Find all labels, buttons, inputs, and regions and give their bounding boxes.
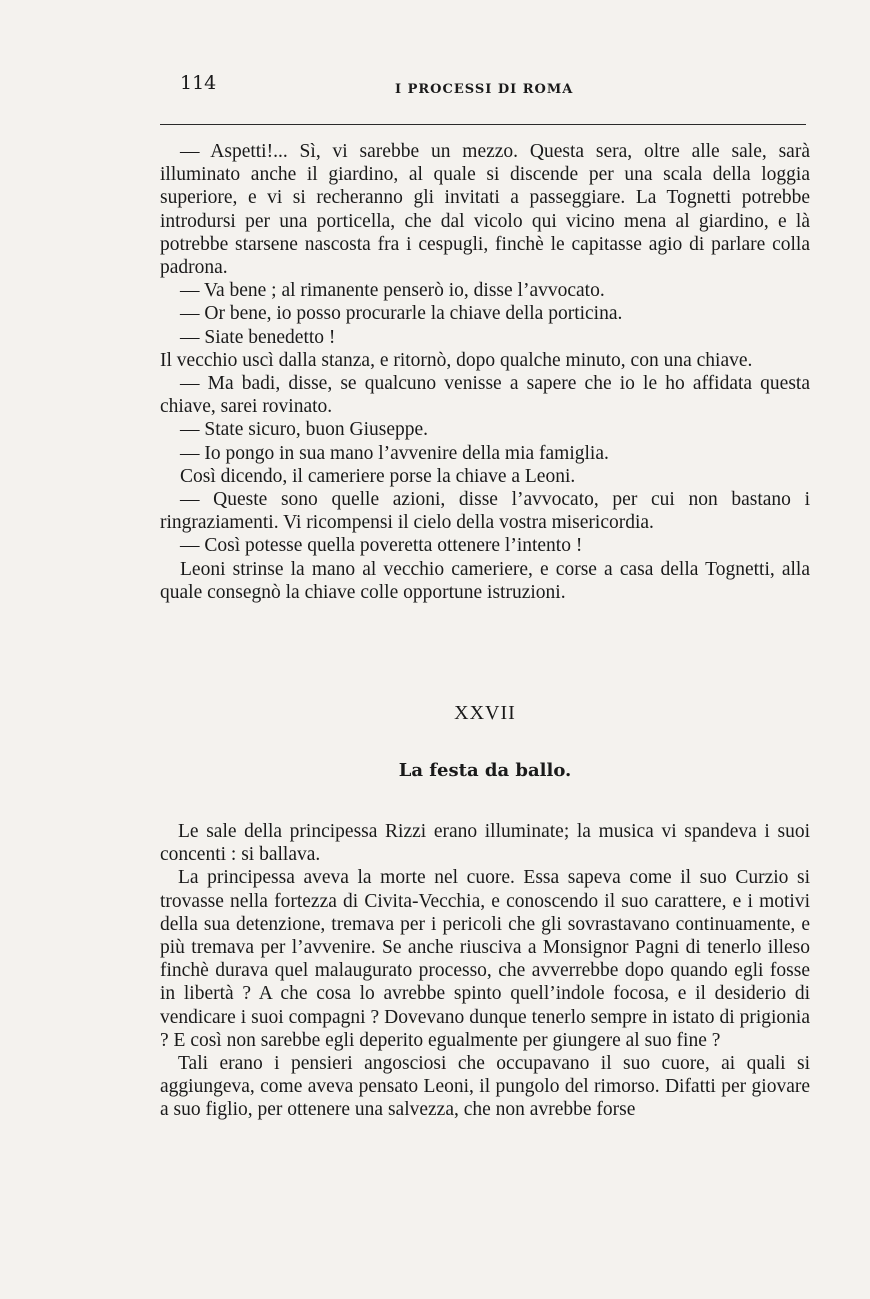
paragraph: — Ma badi, disse, se qualcuno venisse a sapere che io le ho affidata questa chiave, sarei rovinato. xyxy=(160,373,810,418)
paragraph: Leoni strinse la mano al vecchio cameriere, e corse a casa della Tognetti, alla quale consegnò la chiave colle opportune istruzioni. xyxy=(160,558,810,603)
header-rule xyxy=(160,124,806,125)
paragraph: La principessa aveva la morte nel cuore. Essa sapeva come il suo Curzio si trovasse nella fortezza di Civita-Vecchia, e conoscendo il suo carattere, e i motivi della sua detenzione, tremava per i pericoli che gli sovrastavano continuamente, e più tremava per l’avvenire. Se anche riusciva a Monsignor Pagni di tenerlo illeso finchè durava quel malaugurato processo, che avverrebbe dopo quando egli fosse in libertà ? A che cosa lo avrebbe spinto quell’indole focosa, e il desiderio di vendicare i suoi compagni ? Dovevano dunque tenerlo sempre in istato di prigionia ? E così non sarebbe egli deperito egualmente per giungere al suo fine ? xyxy=(160,867,810,1051)
paragraph: — Io pongo in sua mano l’avvenire della mia famiglia. xyxy=(180,442,609,464)
paragraph: — Aspetti!... Sì, vi sarebbe un mezzo. Questa sera, oltre alle sale, sarà illuminato anche il giardino, al quale si discende per una scala della loggia superiore, e vi si recheranno gli invitati a passeggiare. La Tognetti potrebbe introdursi per una porticella, che dal vicolo qui vicino mena al giardino, e là potrebbe starsene nascosta fra i cespugli, finchè le capitasse agio di parlare colla padrona. xyxy=(160,141,810,279)
section-2-text xyxy=(160,820,810,1122)
paragraph: Così dicendo, il cameriere porse la chiave a Leoni. xyxy=(180,465,576,487)
paragraph: Tali erano i pensieri angosciosi che occupavano il suo cuore, ai quali si aggiungeva, come aveva pensato Leoni, il pungolo del rimorso. Difatti per giovare a suo figlio, per ottenere una salvezza, che non avrebbe forse xyxy=(160,1053,810,1121)
chapter-number: XXVII xyxy=(454,702,516,724)
chapter-title: La festa da ballo. xyxy=(398,760,572,781)
paragraph: — Queste sono quelle azioni, disse l’avvocato, per cui non bastano i ringraziamenti. Vi ricompensi il cielo della vostra misericordia. xyxy=(160,489,810,534)
paragraph: — Va bene ; al rimanente penserò io, disse l’avvocato. xyxy=(180,280,605,302)
paragraph: — Or bene, io posso procurarle la chiave della porticina. xyxy=(180,303,623,325)
paragraph: — Così potesse quella poveretta ottenere l’intento ! xyxy=(180,535,583,557)
section-1-text xyxy=(160,140,810,604)
paragraph: Il vecchio uscì dalla stanza, e ritornò, dopo qualche minuto, con una chiave. xyxy=(160,349,753,371)
paragraph: — State sicuro, buon Giuseppe. xyxy=(180,419,429,441)
paragraph: Le sale della principessa Rizzi erano illuminate; la musica vi spandeva i suoi concenti : si ballava. xyxy=(160,821,810,866)
page-header xyxy=(160,72,810,102)
paragraph: — Siate benedetto ! xyxy=(180,326,336,348)
running-title: I PROCESSI DI ROMA xyxy=(395,82,574,97)
page-number: 114 xyxy=(180,72,217,94)
